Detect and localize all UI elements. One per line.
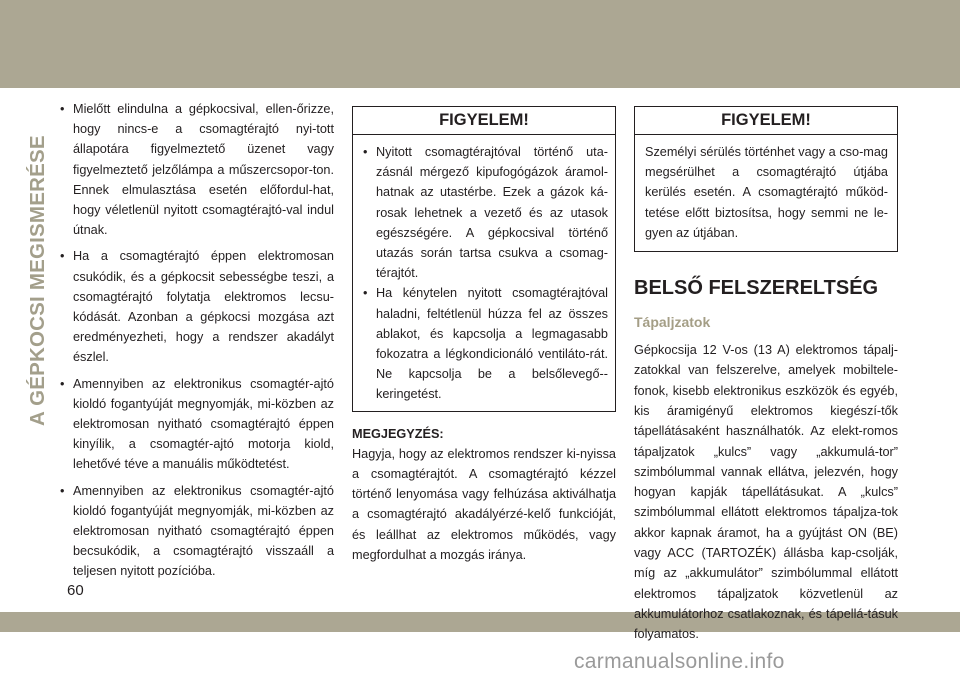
list-item: • Ha kénytelen nyitott csomagtérajtóval haladni, feltétlenül húzza fel az összes ablakot, és kapcsolja a legmagasabb fokozatra a légkondicionáló ventiláto-rát. Ne kapcsolja be a belsőlevegő--keringetést. [363, 283, 608, 404]
warning-title: FIGYELEM! [635, 107, 897, 135]
list-item: • Amennyiben az elektronikus csomagtér-ajtó kioldó fogantyúját megnyomják, mi-közben az elektromosan nyitható csomagtérajtó éppen becsukódik, a csomagtérajtó visszaáll a teljesen nyitott pozícióba. [60, 481, 334, 582]
section-title: BELSŐ FELSZERELTSÉG [634, 277, 879, 300]
warning-text: Személyi sérülés történhet vagy a cso-mag megsérülhet a csomagtérajtó útjába kerülés esetén. A csomagtérajtó működ-tetése előtt biztosítsa, hogy semmi ne le-gyen az útjában. [645, 145, 888, 240]
warning-bullet-list [363, 142, 608, 405]
page-number: 60 [67, 582, 84, 599]
warning-title: FIGYELEM! [353, 107, 615, 135]
column-middle [352, 106, 616, 565]
column-right [634, 106, 898, 644]
top-banner [0, 0, 960, 88]
bullet-list [60, 99, 334, 582]
list-item: • Mielőtt elindulna a gépkocsival, ellen-őrizze, hogy nincs-e a csomagtérajtó nyi-tott állapotára figyelmeztető üzenet vagy figyelmeztető jelzőlámpa a műszercsopor-ton. Ennek elmulasztása esetén előfordul-hat, hogy véletlenül nyitott csomagtérajtó-val indul útnak. [60, 99, 334, 240]
chapter-side-tab: A GÉPKOCSI MEGISMERÉSE [26, 135, 49, 426]
list-item: • Nyitott csomagtérajtóval történő uta-zásnál mérgező kipufogógázok áramol-hatnak az utastérbe. Ezek a gázok ká-rosak lehetnek a vezető és az utasok egészségére. A gépkocsival történő utazás során tartsa csukva a csomag-térajtót. [363, 142, 608, 283]
watermark: carmanualsonline.info [574, 650, 785, 673]
note-heading: MEGJEGYZÉS: [352, 426, 444, 441]
subsection-title: Tápaljzatok [634, 314, 711, 331]
warning-box [352, 106, 616, 412]
warning-box [634, 106, 898, 252]
list-item: • Ha a csomagtérajtó éppen elektromosan csukódik, és a gépkocsit sebességbe teszi, a csomagtérajtó folytatja elektromos lecsu-kódását. Azonban a gépkocsi mozgása azt eredményezheti, hogy a rendszer akadályt észlel. [60, 246, 334, 367]
warning-body [353, 135, 615, 411]
column-left [60, 99, 334, 588]
note-text: Hagyja, hogy az elektromos rendszer ki-nyissa a csomagtérajtót. A csomagtérajtó kézzel történő lenyomása vagy felhúzása aktiválhatja a csomagtérajtó akadályérzé-kelő funkcióját, és leállhat az elektromos működés, vagy megfordulhat a mozgás iránya. [352, 446, 616, 562]
list-item: • Amennyiben az elektronikus csomagtér-ajtó kioldó fogantyúját megnyomják, mi-közben az elektromosan nyitható csomagtérajtó éppen kinyílik, a csomagtér-ajtó motorja kiold, lehetővé téve a manuális működtetést. [60, 374, 334, 475]
body-paragraph: Gépkocsija 12 V-os (13 A) elektromos tápalj-zatokkal van felszerelve, amelyek mobiltele-fonok, kisebb elektronikus eszközök és egyéb, kis áramigényű elektromos kiegészí-tők tápellátásaként használhatók. Az elekt-romos tápaljzatok „kulcs” vagy „akkumulá-tor” szimbólummal vannak ellátva, jelezvén, hogy hogyan kapják tápellátásukat. A „kulcs” szimbólummal ellátott elektromos tápaljza-tok akkor kapnak áramot, ha a gyújtást ON (BE) vagy ACC (TARTOZÉK) állásba kap-csolják, míg az „akkumulátor” szimbólummal ellátott elektromos tápaljzatok közvetlenül az akkumulátorhoz csatlakoznak, és tápellá-tásuk folyamatos. [634, 343, 898, 642]
